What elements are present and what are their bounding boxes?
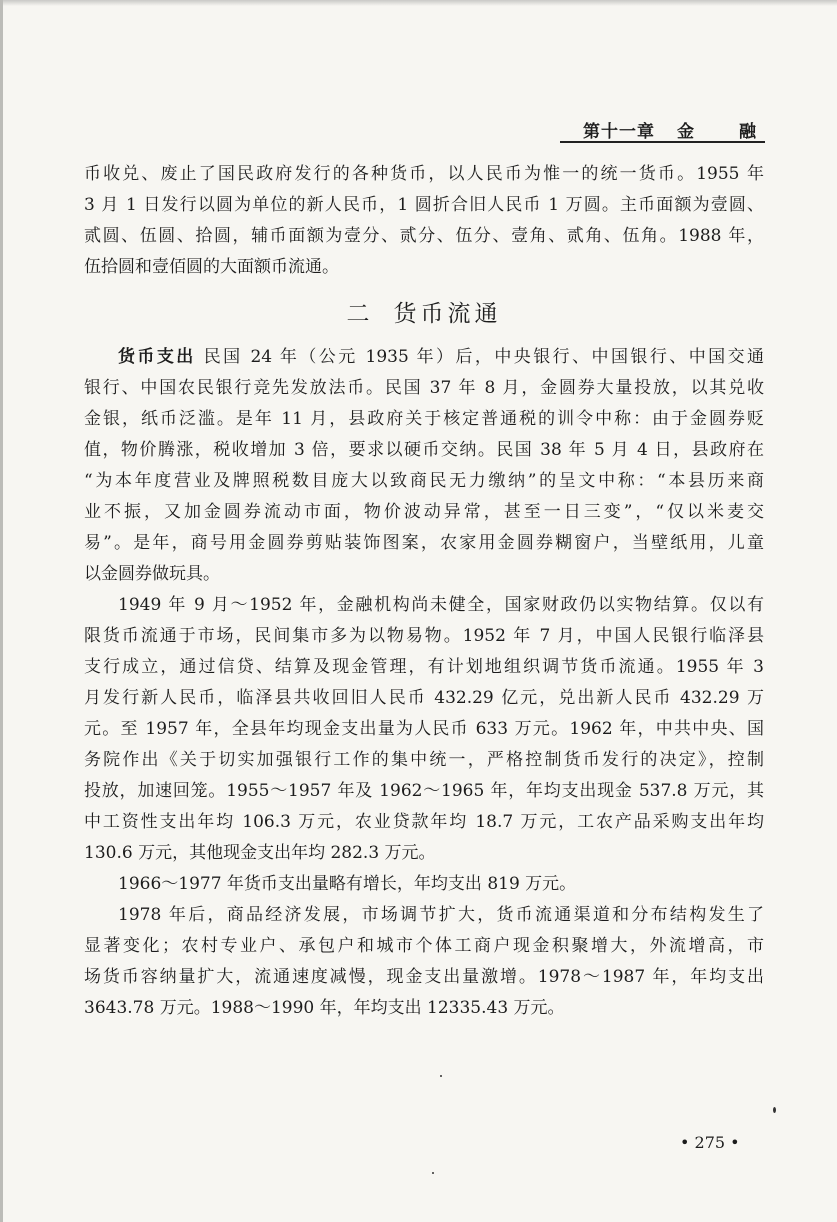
scan-speck: [432, 1172, 434, 1174]
section-heading-number: 二: [346, 301, 370, 327]
running-head-rule: [560, 141, 765, 143]
text-line: 场货币容纳量扩大，流通速度减慢，现金支出量激增。1978～1987 年，年均支出: [84, 967, 764, 987]
text-line: 支行成立，通过信贷、结算及现金管理，有计划地组织调节货币流通。1955 年 3: [84, 657, 764, 677]
text-line-first: 民国 24 年（公元 1935 年）后，中央银行、中国银行、中国交通: [203, 347, 764, 367]
text-line: 1978 年后，商品经济发展，市场调节扩大，货币流通渠道和分布结构发生了: [118, 905, 764, 925]
scan-speck: [773, 1107, 776, 1113]
page-number: • 275 •: [680, 1133, 740, 1152]
text-line: 银行、中国农民银行竞先发放法币。民国 37 年 8 月，金圆券大量投放，以其兑收: [84, 378, 764, 398]
text-line: 1966～1977 年货币支出量略有增长，年均支出 819 万元。: [118, 874, 577, 894]
text-line: 币收兑、废止了国民政府发行的各种货币，以人民币为惟一的统一货币。1955 年: [84, 164, 764, 184]
paragraph-runin-heading: 货币支出: [118, 347, 196, 367]
text-line: 中工资性支出年均 106.3 万元，农业贷款年均 18.7 万元，工农产品采购支出年均: [84, 812, 764, 832]
text-line: 务院作出《关于切实加强银行工作的集中统一，严格控制货币发行的决定》，控制: [84, 750, 764, 770]
running-head: [583, 117, 763, 142]
text-line: [118, 347, 764, 369]
running-head-chapter: 第十一章: [583, 122, 655, 142]
running-head-title-char-2: 融: [739, 122, 757, 142]
text-line: 显著变化；农村专业户、承包户和城市个体工商户现金积聚增大，外流增高，市: [84, 936, 764, 956]
scan-top-edge: [0, 0, 837, 6]
text-line: 3 月 1 日发行以圆为单位的新人民币，1 圆折合旧人民币 1 万圆。主币面额为壹圆、: [84, 195, 764, 215]
text-line: 130.6 万元，其他现金支出年均 282.3 万元。: [84, 843, 436, 863]
text-line: 金银，纸币泛滥。是年 11 月，县政府关于核定普通税的训令中称：由于金圆券贬: [84, 409, 764, 429]
text-line: 元。至 1957 年，全县年均现金支出量为人民币 633 万元。1962 年，中共中央、国: [84, 719, 764, 739]
text-line: “为本年度营业及牌照税数目庞大以致商民无力缴纳”的呈文中称：“本县历来商: [84, 471, 764, 491]
text-line: 值，物价腾涨，税收增加 3 倍，要求以硬币交纳。民国 38 年 5 月 4 日，县政府在: [84, 440, 764, 460]
section-heading: [84, 300, 764, 328]
scan-speck: [440, 1075, 442, 1077]
text-line: 3643.78 万元。1988～1990 年，年均支出 12335.43 万元。: [84, 998, 565, 1018]
text-line: 月发行新人民币，临泽县共收回旧人民币 432.29 亿元，兑出新人民币 432.29 万: [84, 688, 764, 708]
text-line: 以金圆券做玩具。: [84, 564, 220, 584]
text-line: 业不振，又加金圆券流动市面，物价波动异常，甚至一日三变”，“仅以米麦交: [84, 502, 764, 522]
text-line: 限货币流通于市场，民间集市多为以物易物。1952 年 7 月，中国人民银行临泽县: [84, 626, 764, 646]
section-heading-title: 货币流通: [393, 301, 502, 327]
text-line: 投放，加速回笼。1955～1957 年及 1962～1965 年，年均支出现金 537.8 万元，其: [84, 781, 764, 801]
scan-left-edge: [0, 0, 3, 1222]
text-line: 1949 年 9 月～1952 年，金融机构尚未健全，国家财政仍以实物结算。仅以有: [118, 595, 764, 615]
text-line: 贰圆、伍圆、拾圆，辅币面额为壹分、贰分、伍分、壹角、贰角、伍角。1988 年，: [84, 226, 764, 246]
text-line: 伍拾圆和壹佰圆的大面额币流通。: [84, 257, 339, 277]
text-line: 易”。是年，商号用金圆券剪贴装饰图案，农家用金圆券糊窗户，当壁纸用，儿童: [84, 533, 764, 553]
running-head-title-char-1: 金: [677, 122, 695, 142]
